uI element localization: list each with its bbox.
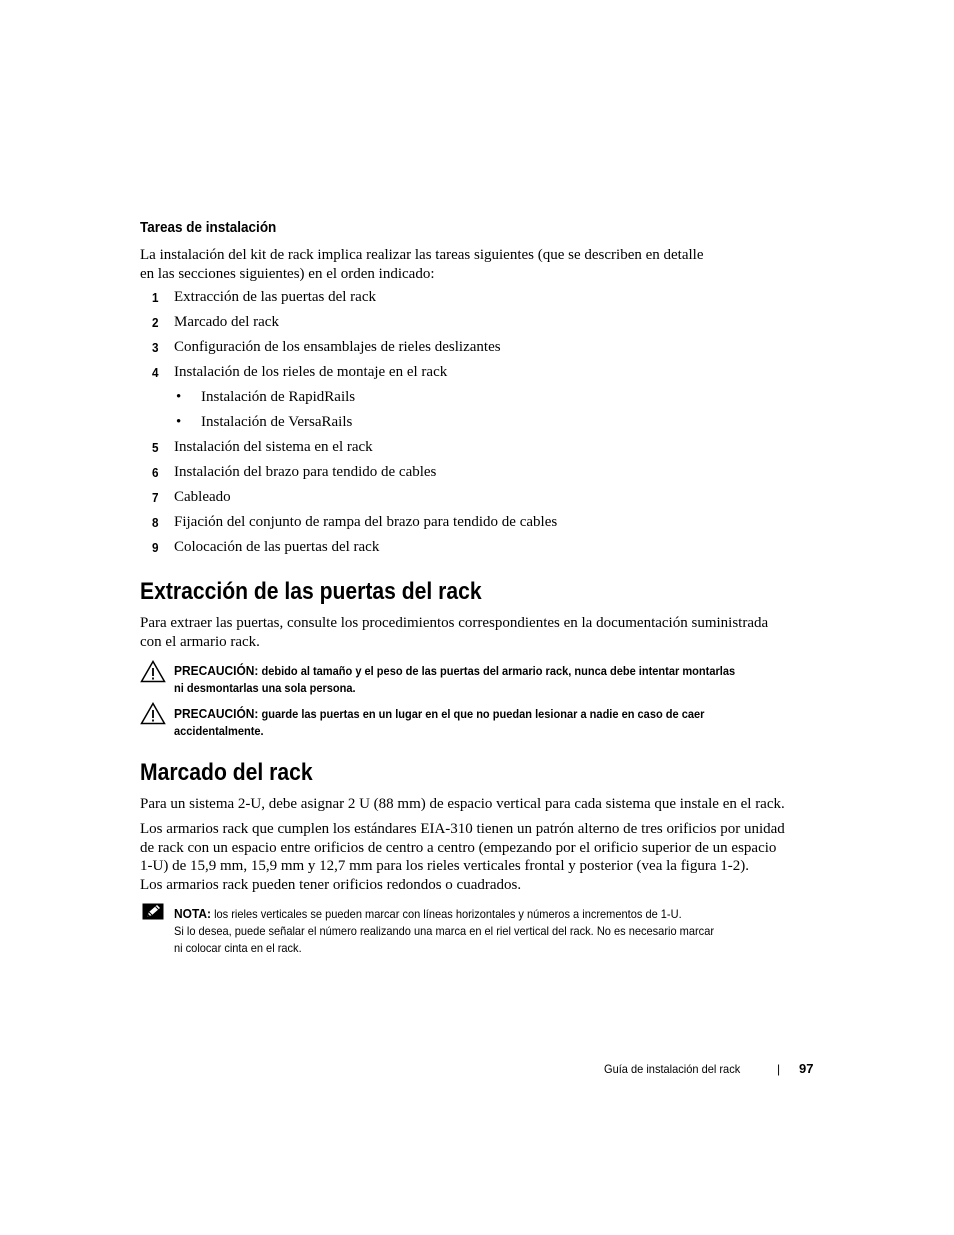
marking-line: Los armarios rack pueden tener orificios redondos o cuadrados. bbox=[140, 876, 522, 893]
step-number: 1 bbox=[152, 290, 159, 305]
step-label: Fijación del conjunto de rampa del brazo para tendido de cables bbox=[174, 514, 558, 530]
doors-paragraph bbox=[140, 614, 830, 651]
page-number: 97 bbox=[799, 1061, 814, 1076]
note-box bbox=[174, 905, 800, 957]
caution-text: guarde las puertas en un lugar en el que no puedan lesionar a nadie en caso de caer bbox=[261, 707, 705, 721]
note-text: los rieles verticales se pueden marcar con líneas horizontales y números a incrementos de 1-U. bbox=[214, 907, 682, 921]
bullet-icon: • bbox=[176, 389, 182, 405]
step-number: 3 bbox=[152, 340, 159, 355]
section-heading-tasks: Tareas de instalación bbox=[140, 219, 277, 236]
caution-text: ni desmontarlas una sola persona. bbox=[174, 681, 356, 695]
step-label: Instalación de los rieles de montaje en el rack bbox=[174, 364, 448, 380]
step-label: Instalación del sistema en el rack bbox=[174, 439, 373, 455]
bullet-label: Instalación de VersaRails bbox=[201, 414, 353, 430]
caution-text: accidentalmente. bbox=[174, 724, 264, 738]
note-label: NOTA: bbox=[174, 906, 211, 921]
step-number: 4 bbox=[152, 365, 159, 380]
step-number: 8 bbox=[152, 515, 159, 530]
note-text: ni colocar cinta en el rack. bbox=[174, 941, 302, 955]
marking-line: Los armarios rack que cumplen los estándares EIA-310 tienen un patrón alterno de tres orificios por unidad bbox=[140, 821, 785, 837]
intro-line: en las secciones siguientes) en el orden indicado: bbox=[140, 265, 435, 282]
step-label: Configuración de los ensamblajes de rieles deslizantes bbox=[174, 339, 501, 355]
caution-label: PRECAUCIÓN: bbox=[174, 663, 259, 678]
warning-triangle-icon bbox=[140, 660, 166, 683]
bullet-icon: • bbox=[176, 414, 182, 430]
step-number: 7 bbox=[152, 490, 159, 505]
caution-notice-1 bbox=[174, 662, 781, 697]
marking-paragraph-1: Para un sistema 2-U, debe asignar 2 U (88 mm) de espacio vertical para cada sistema que instale en el rack. bbox=[140, 796, 785, 812]
section-heading-doors: Extracción de las puertas del rack bbox=[140, 578, 482, 605]
marking-line: 1-U) de 15,9 mm, 15,9 mm y 12,7 mm para los rieles verticales frontal y posterior (vea la figura 1-2). bbox=[140, 858, 749, 874]
step-label: Cableado bbox=[174, 489, 231, 505]
step-label: Instalación del brazo para tendido de cables bbox=[174, 464, 437, 480]
step-number: 6 bbox=[152, 465, 159, 480]
caution-notice-2 bbox=[174, 705, 781, 740]
intro-paragraph bbox=[140, 246, 830, 283]
marking-line: de rack con un espacio entre orificios de centro a centro (empezando por el orificio superior de un espacio bbox=[140, 839, 777, 856]
caution-label: PRECAUCIÓN: bbox=[174, 706, 259, 721]
footer-title: Guía de instalación del rack bbox=[604, 1062, 741, 1076]
doors-line: con el armario rack. bbox=[140, 633, 260, 650]
note-text: Si lo desea, puede señalar el número realizando una marca en el riel vertical del rack. No es necesario marcar bbox=[174, 924, 715, 938]
intro-line: La instalación del kit de rack implica realizar las tareas siguientes (que se describen en detalle bbox=[140, 247, 704, 263]
step-label: Marcado del rack bbox=[174, 314, 279, 330]
marking-paragraph-2 bbox=[140, 820, 830, 894]
caution-text: debido al tamaño y el peso de las puertas del armario rack, nunca debe intentar montarlas bbox=[261, 664, 736, 678]
step-number: 5 bbox=[152, 440, 159, 455]
step-number: 9 bbox=[152, 540, 159, 555]
step-label: Extracción de las puertas del rack bbox=[174, 289, 376, 305]
bullet-label: Instalación de RapidRails bbox=[201, 389, 356, 405]
step-label: Colocación de las puertas del rack bbox=[174, 539, 380, 555]
section-heading-marking: Marcado del rack bbox=[140, 759, 313, 786]
footer-separator: | bbox=[777, 1062, 781, 1076]
warning-triangle-icon bbox=[140, 702, 166, 725]
doors-line: Para extraer las puertas, consulte los procedimientos correspondientes en la documentación suministrada bbox=[140, 615, 769, 631]
step-number: 2 bbox=[152, 315, 159, 330]
note-pencil-icon bbox=[142, 903, 164, 920]
